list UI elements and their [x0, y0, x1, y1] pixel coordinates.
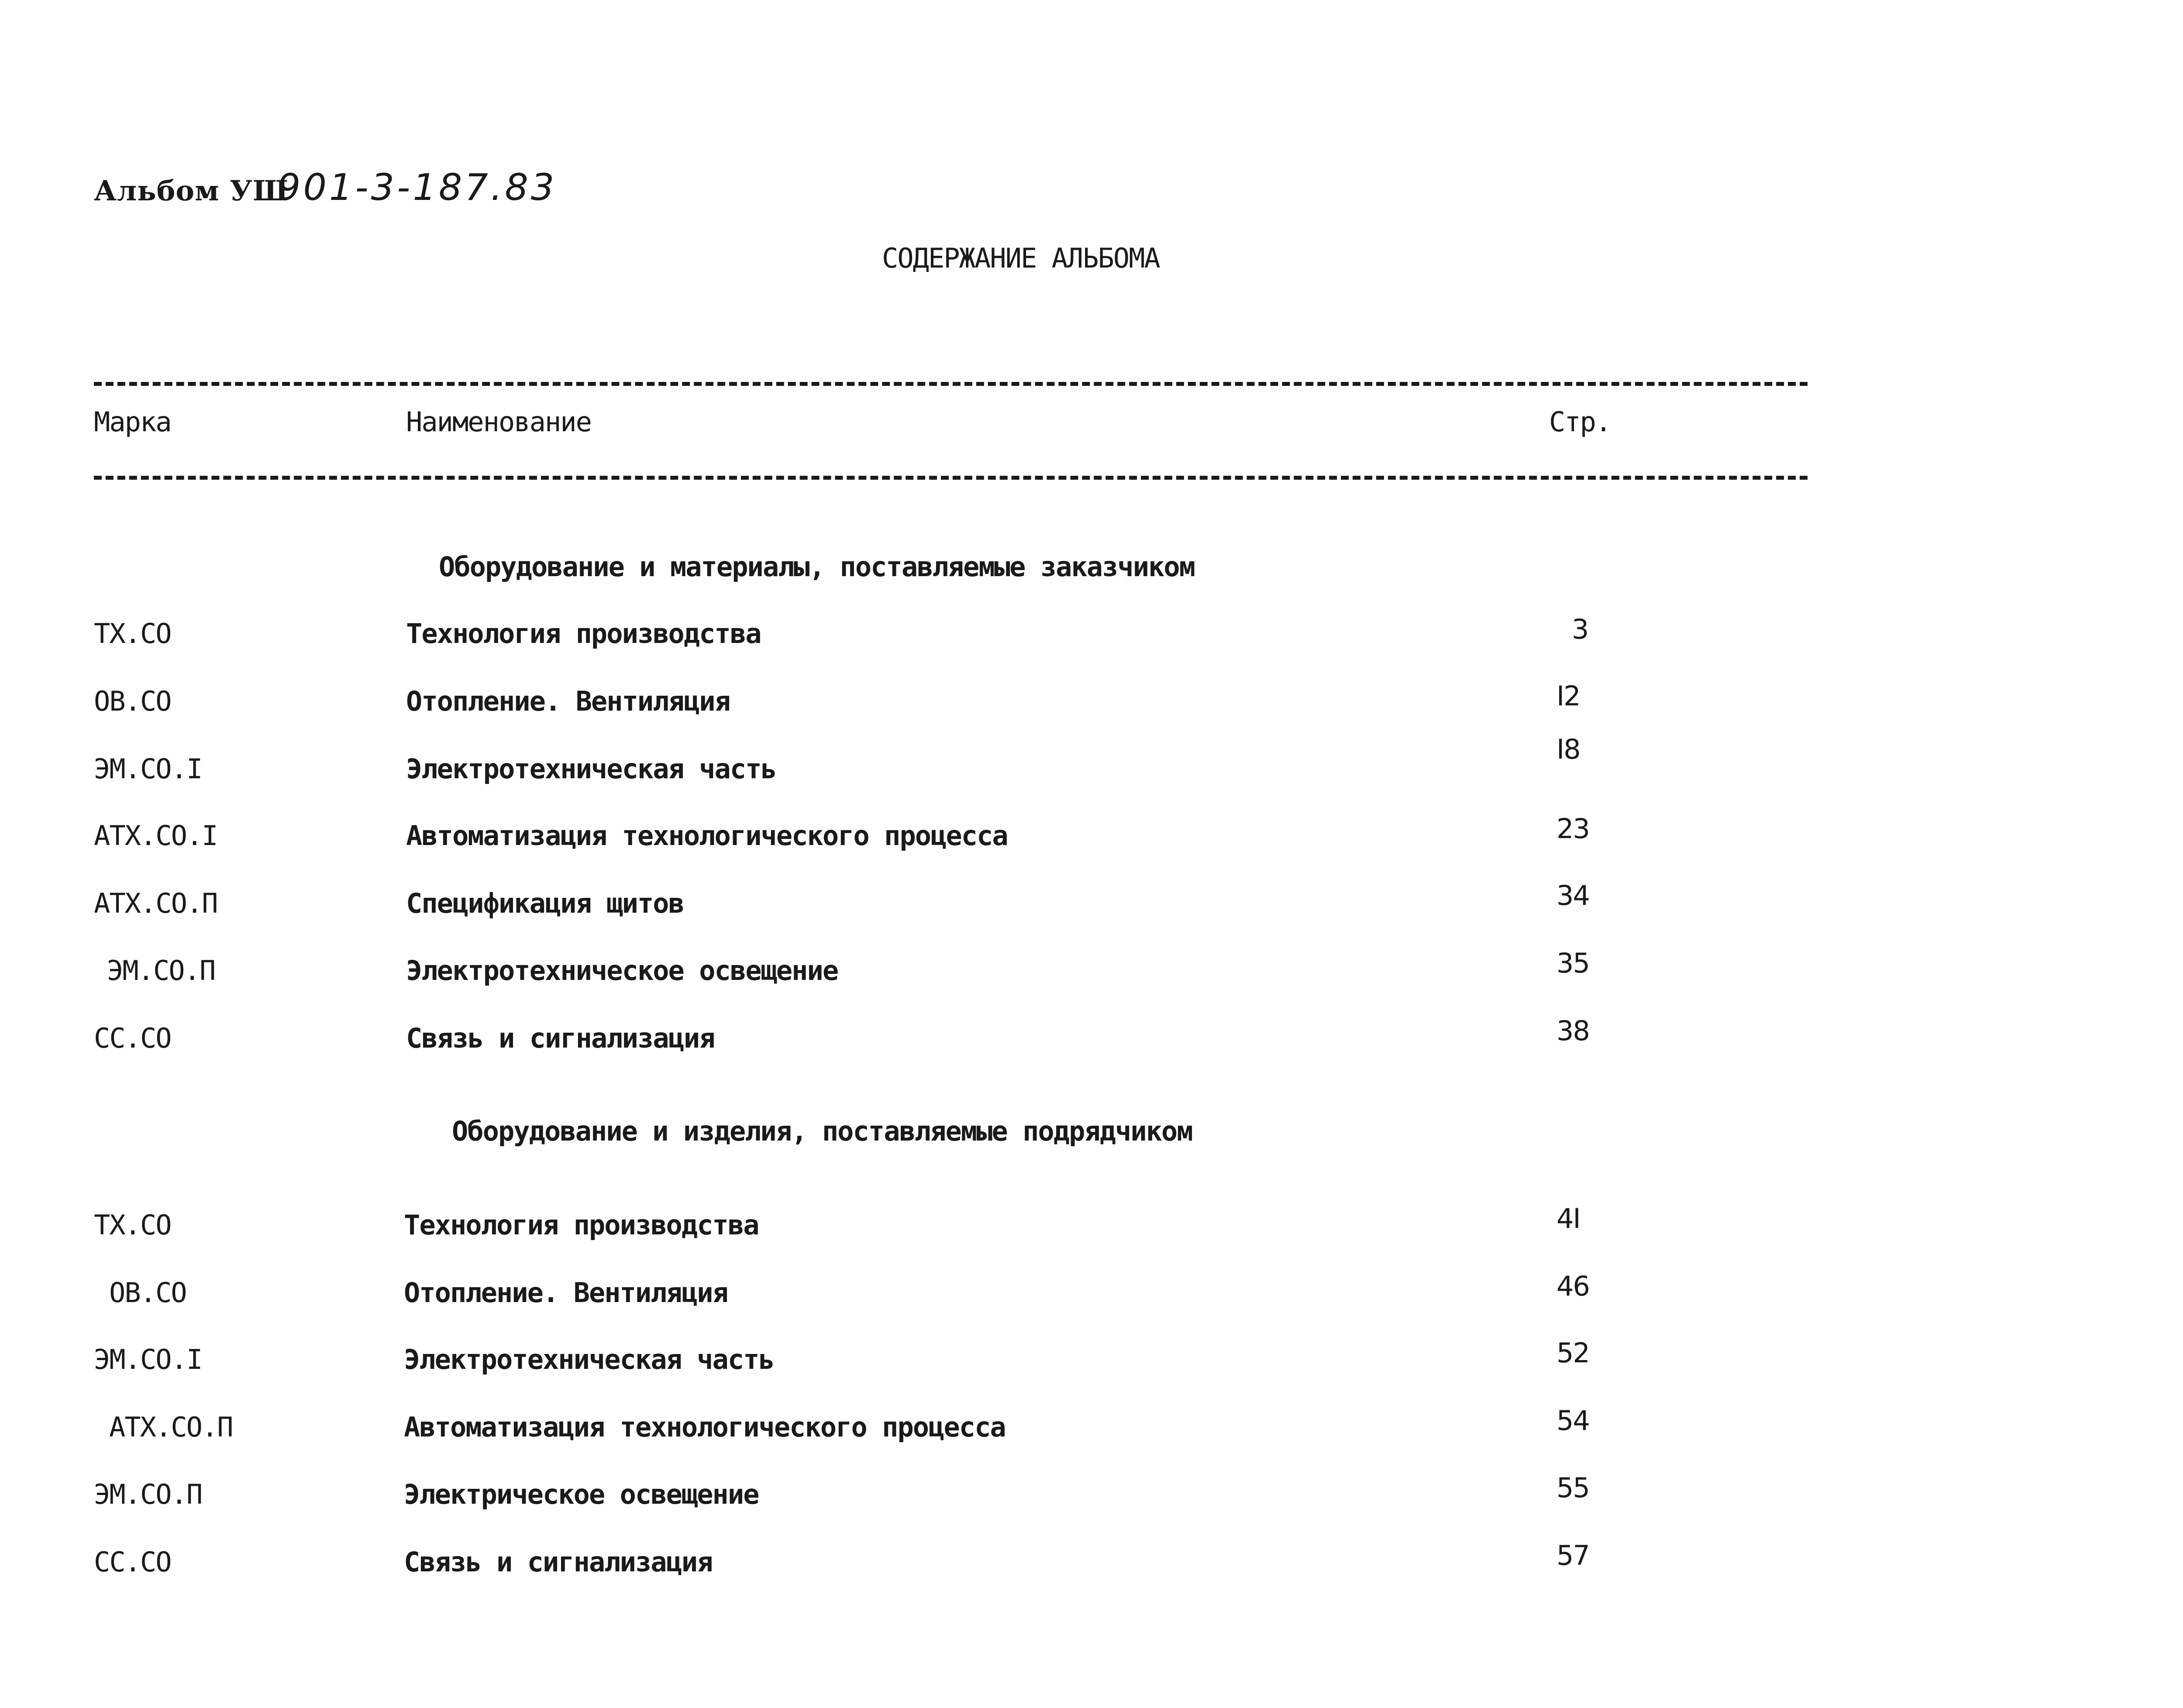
table-top-divider — [94, 382, 1808, 386]
row-page: 52 — [1556, 1337, 1589, 1369]
row-mark: АТХ.СО.П — [94, 887, 217, 919]
row-page: 35 — [1556, 947, 1589, 979]
row-mark: ТХ.СО — [94, 618, 171, 650]
row-mark: ЭМ.СО.I — [94, 1344, 202, 1375]
section-title: Оборудование и изделия, поставляемые подрядчиком — [452, 1115, 1192, 1147]
row-page: 34 — [1556, 880, 1589, 911]
row-name: Связь и сигнализация — [404, 1546, 713, 1578]
row-mark: ТХ.СО — [94, 1209, 171, 1241]
page-title: СОДЕРЖАНИЕ АЛЬБОМА — [882, 242, 1160, 274]
row-name: Электротехническая часть — [406, 753, 776, 785]
row-page: 3 — [1572, 613, 1588, 645]
row-name: Спецификация щитов — [406, 887, 684, 919]
row-page: I8 — [1556, 733, 1580, 765]
row-mark: ОВ.СО — [94, 685, 171, 717]
row-page: 23 — [1556, 813, 1589, 845]
row-name: Отопление. Вентиляция — [406, 685, 730, 717]
row-mark: ЭМ.СО.П — [107, 955, 215, 986]
section-title: Оборудование и материалы, поставляемые заказчиком — [439, 551, 1195, 583]
column-header-mark: Марка — [94, 406, 171, 438]
row-page: 4I — [1556, 1203, 1580, 1234]
row-mark: ЭМ.СО.П — [94, 1478, 202, 1510]
row-name: Электротехническая часть — [404, 1344, 774, 1375]
row-name: Электротехническое освещение — [406, 955, 838, 986]
row-page: 38 — [1556, 1015, 1589, 1047]
row-page: 46 — [1556, 1270, 1589, 1302]
column-header-page: Стр. — [1549, 406, 1611, 438]
row-name: Технология производства — [404, 1209, 759, 1241]
row-mark: АТХ.СО.I — [94, 820, 217, 852]
row-page: 54 — [1556, 1405, 1589, 1437]
table-header-divider — [94, 476, 1808, 480]
row-name: Автоматизация технологического процесса — [406, 820, 1008, 852]
row-mark: АТХ.СО.П — [109, 1411, 233, 1443]
row-name: Автоматизация технологического процесса — [404, 1411, 1005, 1443]
row-page: 55 — [1556, 1472, 1589, 1504]
row-name: Электрическое освещение — [404, 1478, 759, 1510]
row-mark: ОВ.СО — [109, 1277, 186, 1309]
row-page: 57 — [1556, 1540, 1589, 1571]
row-page: I2 — [1556, 680, 1580, 712]
row-mark: СС.СО — [94, 1546, 171, 1578]
album-label: Альбом УШ — [94, 175, 289, 207]
row-name: Отопление. Вентиляция — [404, 1277, 728, 1309]
row-mark: СС.СО — [94, 1022, 171, 1054]
row-mark: ЭМ.СО.I — [94, 753, 202, 785]
column-header-name: Наименование — [406, 406, 591, 438]
album-number: 901-3-187.83 — [277, 166, 557, 209]
row-name: Технология производства — [406, 618, 761, 650]
row-name: Связь и сигнализация — [406, 1022, 715, 1054]
